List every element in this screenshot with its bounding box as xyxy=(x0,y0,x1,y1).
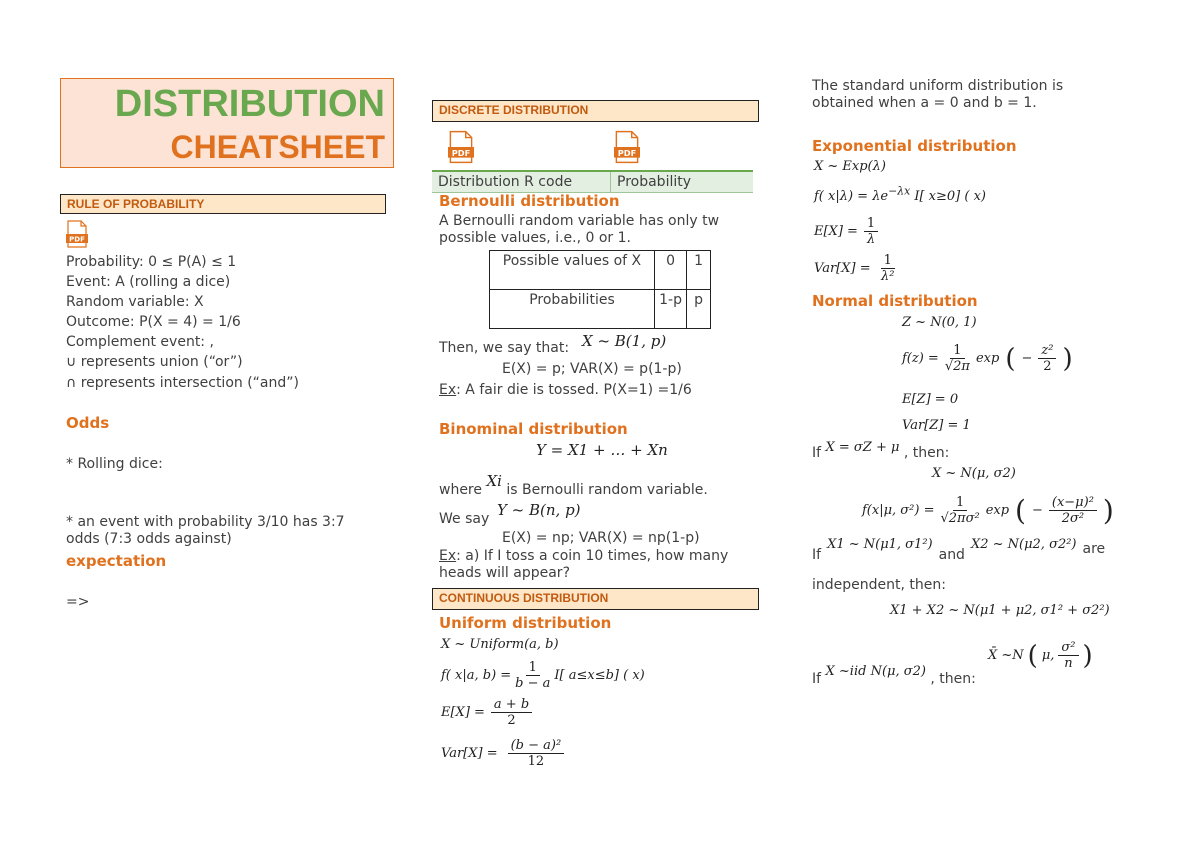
bernoulli-desc-1: A Bernoulli random variable has only tw xyxy=(439,213,720,229)
where-line xyxy=(439,472,708,500)
if3-formula: X ~iid N(μ, σ2) xyxy=(825,664,926,679)
fraction: $\frac{\text{(b − a)²}}{12}$ xyxy=(508,738,565,769)
fraction: $\frac{1}{\lambda}$ xyxy=(864,216,878,247)
pdf-icon[interactable] xyxy=(66,220,88,252)
normal-f5: X ~ N(μ, σ2) xyxy=(932,466,1016,481)
svg-text:PDF: PDF xyxy=(69,235,85,244)
then-text: Then, we say that: xyxy=(439,340,570,356)
wesay-formula xyxy=(497,501,581,519)
exponential-f3 xyxy=(814,216,878,247)
where-var: Xi xyxy=(486,472,502,490)
bernoulli-formula xyxy=(582,332,666,350)
table-cell: 0 xyxy=(654,251,686,290)
table-cell: p xyxy=(687,290,711,329)
continuous-header: CONTINUOUS DISTRIBUTION xyxy=(432,588,759,610)
binomial-example-2: heads will appear? xyxy=(439,565,570,581)
bernoulli-table xyxy=(489,250,711,329)
ex-label: Ex xyxy=(439,382,457,398)
fraction: $\frac{a + b}{2}$ xyxy=(491,697,532,728)
exponential-f4 xyxy=(814,253,895,284)
odds-text: * Rolling dice: xyxy=(66,456,163,472)
if-text: If xyxy=(812,547,822,563)
if-text: If xyxy=(812,671,822,687)
binomial-heading: Binominal distribution xyxy=(439,420,628,438)
binomial-example-1 xyxy=(439,548,728,565)
prob-line-3: Random variable: X xyxy=(66,294,204,310)
math-text: X̄ ~N xyxy=(988,648,1024,663)
odds-heading: Odds xyxy=(66,414,110,432)
svg-text:PDF: PDF xyxy=(451,147,471,158)
expectation-text: => xyxy=(66,594,90,610)
fraction: $\frac{1}{√2\pi}$ xyxy=(944,343,970,374)
binomial-ev: E(X) = np; VAR(X) = np(1-p) xyxy=(502,530,700,546)
ex-text: : a) If I toss a coin 10 times, how many xyxy=(456,548,729,564)
where-rest: is Bernoulli random variable. xyxy=(506,482,708,498)
binomial-sum-formula xyxy=(536,441,668,459)
math-text: exp xyxy=(985,503,1010,518)
col-distribution-r-code: Distribution R code xyxy=(432,172,611,192)
if2-f1: X1 ~ N(μ1, σ1²) xyxy=(827,537,933,552)
then-text: , then: xyxy=(903,445,950,461)
math-text: Var[X] = xyxy=(441,746,498,761)
if1-formula: X = σZ + μ xyxy=(825,440,900,455)
if2-f2: X2 ~ N(μ2, σ2²) xyxy=(970,537,1077,552)
independent-text: independent, then: xyxy=(812,577,946,593)
table-cell: 1-p xyxy=(654,290,686,329)
then-text: , then: xyxy=(930,671,976,687)
title-line1: DISTRIBUTION xyxy=(114,83,385,125)
table-row xyxy=(490,290,711,329)
prob-line-1: Probability: 0 ≤ P(A) ≤ 1 xyxy=(66,254,237,270)
expectation-heading: expectation xyxy=(66,552,167,570)
table-cell: Possible values of X xyxy=(490,251,655,290)
fraction: $\frac{\text{(x−μ)²}}{\text{2σ²}}$ xyxy=(1049,495,1097,526)
fraction: $\frac{\text{z²}}{2}$ xyxy=(1038,343,1056,374)
uniform-heading: Uniform distribution xyxy=(439,614,612,632)
normal-f3: E[Z] = 0 xyxy=(902,392,959,407)
prob-line-7: ∩ represents intersection (“and”) xyxy=(66,375,299,391)
exponential-f2 xyxy=(814,185,986,204)
math-text: E[X] = xyxy=(814,224,858,239)
discrete-header: DISCRETE DISTRIBUTION xyxy=(432,100,759,122)
normal-f6 xyxy=(862,494,1114,527)
bracket: ( xyxy=(1005,343,1016,374)
if-text: If xyxy=(812,445,822,461)
math-text: exp xyxy=(975,351,1000,366)
uniform-f1: X ~ Uniform(a, b) xyxy=(441,637,559,652)
col-probability: Probability xyxy=(617,174,692,190)
normal-if1 xyxy=(812,440,950,464)
bracket: ) xyxy=(1082,640,1093,671)
normal-f2 xyxy=(902,343,1073,374)
normal-f4: Var[Z] = 1 xyxy=(902,418,971,433)
title-box xyxy=(60,78,394,168)
normal-heading: Normal distribution xyxy=(812,292,978,310)
pdf-icon[interactable] xyxy=(614,130,640,168)
title-line2: CHEATSHEET xyxy=(170,129,385,165)
ex-text: : A fair die is tossed. P(X=1) =1/6 xyxy=(456,382,692,398)
prob-line-2: Event: A (rolling a dice) xyxy=(66,274,231,290)
math-text: − xyxy=(1021,351,1033,366)
fraction: $\frac{\text{σ²}}{n}$ xyxy=(1058,640,1078,671)
uniform-f4 xyxy=(441,738,564,769)
bernoulli-desc-2: possible values, i.e., 0 or 1. xyxy=(439,230,631,246)
normal-if2 xyxy=(812,537,1106,565)
bernoulli-ev: E(X) = p; VAR(X) = p(1-p) xyxy=(502,361,682,377)
math-text: f(x|μ, σ²) = xyxy=(862,503,935,518)
math-text: Y ~ B(n, p) xyxy=(497,501,581,519)
math-text: I[ a≤x≤b] ( x) xyxy=(554,668,645,683)
fraction: $\frac{1}{\text{√2πσ²}}$ xyxy=(940,495,980,526)
svg-text:PDF: PDF xyxy=(617,147,637,158)
math-text: μ, xyxy=(1041,648,1055,663)
math-text: Y = X1 + … + Xn xyxy=(536,441,668,459)
math-text: f( x|a, b) = xyxy=(441,668,512,683)
pdf-icon[interactable] xyxy=(448,130,474,168)
normal-f7: X1 + X2 ~ N(μ1 + μ2, σ1² + σ2²) xyxy=(890,603,1110,618)
bracket: ) xyxy=(1102,494,1114,527)
bernoulli-example xyxy=(439,380,692,400)
ex-label: Ex xyxy=(439,548,457,564)
bracket: ( xyxy=(1015,494,1026,527)
where-text: where xyxy=(439,482,482,498)
normal-f8 xyxy=(988,640,1093,671)
prob-line-4: Outcome: P(X = 4) = 1/6 xyxy=(66,314,241,330)
prob-line-6: ∪ represents union (“or”) xyxy=(66,354,243,370)
exponential-heading: Exponential distribution xyxy=(812,137,1017,155)
wesay-text: We say xyxy=(439,511,490,527)
standard-uniform-1: The standard uniform distribution is xyxy=(812,78,1064,94)
normal-if3 xyxy=(812,664,976,690)
fraction: $\frac{1}{\text{λ²}}$ xyxy=(881,253,895,284)
exponential-f1: X ~ Exp(λ) xyxy=(814,159,886,174)
bracket: ) xyxy=(1062,343,1073,374)
odds-event-line2: odds (7:3 odds against) xyxy=(66,531,232,547)
standard-uniform-2: obtained when a = 0 and b = 1. xyxy=(812,95,1037,111)
bracket: ( xyxy=(1027,640,1038,671)
rule-of-probability-header: RULE OF PROBABILITY xyxy=(60,194,386,214)
math-text: E[X] = xyxy=(441,705,485,720)
fraction: $\frac{1}{b - a}$ xyxy=(515,660,551,691)
math-text: f(z) = xyxy=(902,351,939,366)
odds-event-line1: * an event with probability 3/10 has 3:7 xyxy=(66,514,345,530)
table-cell: Probabilities xyxy=(490,290,655,329)
normal-f1: Z ~ N(0, 1) xyxy=(902,315,977,330)
dist-table-header xyxy=(432,170,753,193)
math-text: − xyxy=(1031,503,1043,518)
math-text: f( $x|\lambda) = \lambda e^{-\lambda x}$ I[ x≥0] ( x) xyxy=(814,185,986,205)
and-text: and xyxy=(938,547,965,563)
uniform-f2 xyxy=(441,660,645,691)
table-cell: 1 xyxy=(687,251,711,290)
math-text: X ~ B(1, p) xyxy=(582,332,667,350)
prob-line-5: Complement event: , xyxy=(66,334,214,350)
math-text: Var[X] = xyxy=(814,261,871,276)
uniform-f3 xyxy=(441,697,532,728)
bernoulli-heading: Bernoulli distribution xyxy=(439,192,620,210)
table-row xyxy=(490,251,711,290)
are-text: are xyxy=(1082,541,1106,557)
